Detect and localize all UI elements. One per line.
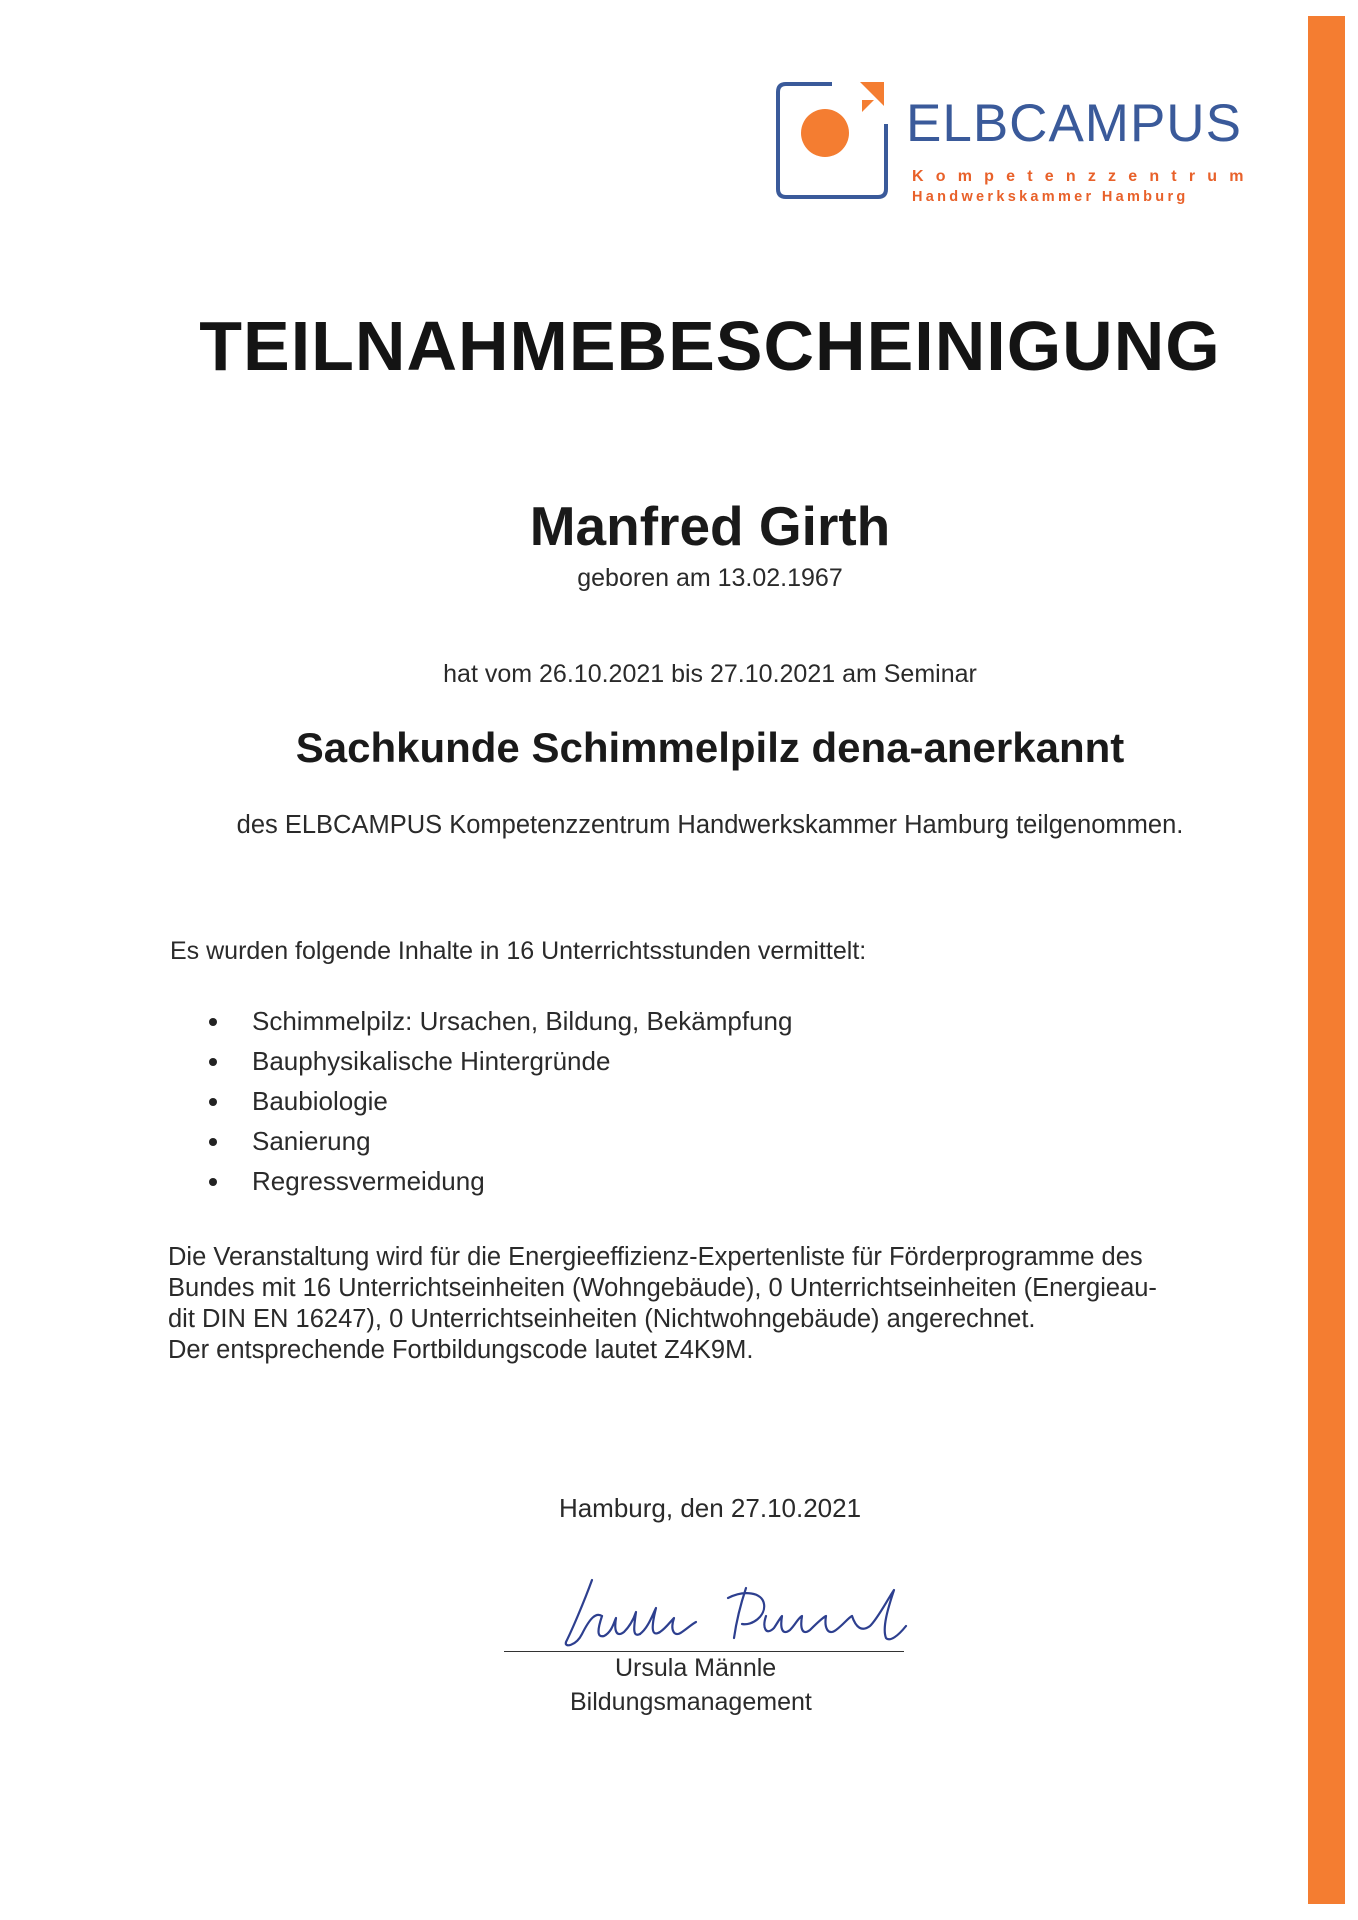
logo-wordmark: ELBCAMPUS bbox=[906, 94, 1242, 153]
recognition-line: dit DIN EN 16247), 0 Unterrichtseinheiten (Nichtwohngebäude) angerechnet. bbox=[168, 1305, 1036, 1333]
logo-mark-icon bbox=[772, 76, 912, 211]
orange-side-stripe bbox=[1308, 16, 1345, 1904]
recognition-line: Die Veranstaltung wird für die Energieeffizienz-Expertenliste für Förderprogramme des bbox=[168, 1243, 1143, 1271]
list-item: Bauphysikalische Hintergründe bbox=[204, 1044, 792, 1084]
logo-subtitle-handwerkskammer: Handwerkskammer Hamburg bbox=[912, 189, 1189, 205]
list-item: Schimmelpilz: Ursachen, Bildung, Bekämpfung bbox=[204, 1004, 792, 1044]
content-list bbox=[204, 1004, 792, 1204]
seminar-provider: des ELBCAMPUS Kompetenzzentrum Handwerkskammer Hamburg teilgenommen. bbox=[236, 811, 1184, 839]
signer-name: Ursula Männle bbox=[615, 1654, 777, 1682]
place-and-date: Hamburg, den 27.10.2021 bbox=[558, 1493, 862, 1523]
signer-role: Bildungsmanagement bbox=[570, 1688, 812, 1716]
list-item: Sanierung bbox=[204, 1124, 792, 1164]
birth-date: geboren am 13.02.1967 bbox=[577, 564, 843, 592]
list-item: Regressvermeidung bbox=[204, 1164, 792, 1204]
participant-name: Manfred Girth bbox=[529, 495, 891, 557]
recognition-line: Bundes mit 16 Unterrichtseinheiten (Wohngebäude), 0 Unterrichtseinheiten (Energieau- bbox=[168, 1274, 1157, 1302]
elbcampus-logo bbox=[772, 76, 1262, 211]
logo-subtitle-kompetenzzentrum: Kompetenzzentrum bbox=[912, 168, 1256, 185]
recognition-line: Der entsprechende Fortbildungscode lautet Z4K9M. bbox=[168, 1336, 754, 1364]
signature-line bbox=[504, 1651, 904, 1652]
handwritten-signature bbox=[556, 1572, 956, 1652]
seminar-title: Sachkunde Schimmelpilz dena-anerkannt bbox=[295, 724, 1125, 771]
certificate-title: TEILNAHMEBESCHEINIGUNG bbox=[199, 307, 1221, 385]
content-intro: Es wurden folgende Inhalte in 16 Unterrichtsstunden vermittelt: bbox=[170, 937, 867, 965]
seminar-period: hat vom 26.10.2021 bis 27.10.2021 am Seminar bbox=[443, 660, 977, 688]
list-item: Baubiologie bbox=[204, 1084, 792, 1124]
recognition-paragraph bbox=[168, 1242, 1248, 1366]
